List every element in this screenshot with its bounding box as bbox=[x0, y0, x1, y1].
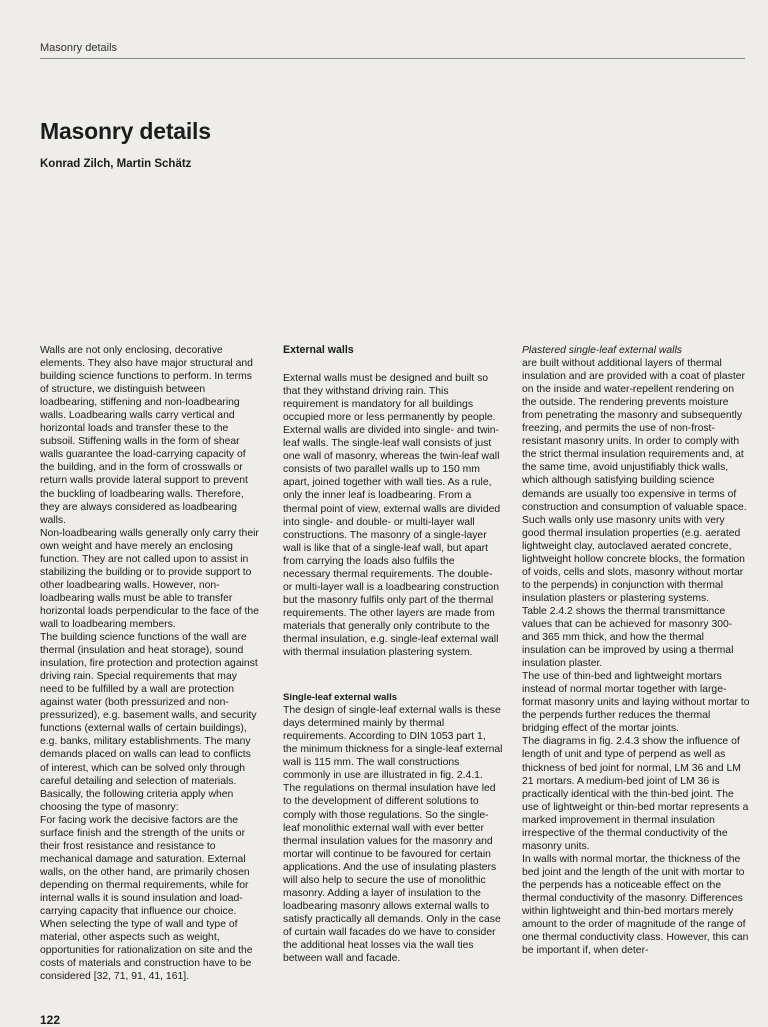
column-3 bbox=[522, 344, 750, 957]
authors: Konrad Zilch, Martin Schätz bbox=[40, 158, 192, 170]
paragraph: Basically, the following criteria apply when choosing the type of masonry: bbox=[40, 788, 234, 813]
spacer bbox=[283, 357, 503, 372]
paragraph: are built without additional layers of thermal insulation and are provided with a coat of plaster on the inside and water-repellent rendering on the outside. The rendering prevents moisture from penetrating the masonry and subsequently freezing, and permits the use of non-frost-resistant masonry units. In order to comply with the strict thermal insulation requirements and, at the same time, avoid unjustifiably thick walls, which although satisfying building science demands are usually too expensive in terms of construction and consumption of valuable space. Such walls only use masonry units with very good thermal insulation properties (e.g. aerated lightweight clay, autoclaved aerated concrete, lightweight hollow concrete blocks, the formation of voids, cells and slots, masonry without mortar to the perpends) in conjunction with thermal insulation plasters or plastering systems. bbox=[522, 358, 747, 604]
spacer bbox=[283, 659, 503, 691]
column-1 bbox=[40, 344, 260, 983]
running-head: Masonry details bbox=[40, 42, 118, 54]
column-2 bbox=[283, 344, 503, 965]
subsection-heading: Single-leaf external walls bbox=[283, 692, 398, 704]
paragraph: The use of thin-bed and lightweight mortars instead of normal mortar together with large-format masonry units and laying without mortar to the perpends further reduces the thermal bridging effect of the mortar joints. bbox=[522, 671, 750, 735]
paragraph: The building science functions of the wall are thermal (insulation and heat storage), sound insulation, fire protection and protection against driving rain. Special requirements that may need to be fulfilled by a wall are protection against water (both pressurized and non-pressurized), e.g. basement walls, and security functions (external walls of certain buildings), e.g. banks, military establishments. The many demands placed on walls can lead to conflicts of interest, which can be solved only through careful detailing and selection of materials. bbox=[40, 632, 258, 787]
paragraph: Walls are not only enclosing, decorative elements. They also have major structural and building science functions to perform. In terms of structure, we distinguish between loadbearing, stiffening and non-loadbearing walls. Loadbearing walls carry vertical and horizontal loads and transfer these to the subsoil. Stiffening walls in the form of shear walls guarantee the load-carrying capacity of the building, and in the form of crosswalls or return walls provide lateral support to prevent the buckling of loadbearing walls. Therefore, they are always considered as loadbearing walls. bbox=[40, 345, 253, 526]
header-rule bbox=[40, 58, 745, 59]
page-number: 122 bbox=[40, 1013, 61, 1027]
paragraph: External walls must be designed and built so that they withstand driving rain. This requirement is mandatory for all buildings occupied more or less permanently by people. External walls are divided into single- and twin-leaf walls. The single-leaf wall consists of just one wall of masonry, whereas the twin-leaf wall consists of two parallel walls up to 150 mm apart, joined together with wall ties. As a rule, only the inner leaf is loadbearing. From a thermal point of view, external walls are divided into single- and double- or multi-layer wall constructions. The masonry of a single-layer wall is like that of a single-leaf wall, but apart from carrying the loads also fulfils the necessary thermal requirements. The double- or multi-layer wall is a loadbearing construction but the masonry fulfils only part of the thermal requirements. The other layers are made from materials that generally only contribute to the thermal insulation, e.g. single-leaf external wall with thermal insulation plastering system. bbox=[283, 373, 501, 659]
italic-heading: Plastered single-leaf external walls bbox=[522, 345, 682, 356]
paragraph: The diagrams in fig. 2.4.3 show the influence of length of unit and type of perpend as well as thickness of bed joint for normal, LM 36 and LM 21 mortars. A medium-bed joint of LM 36 is practically identical with the thin-bed joint. The use of lightweight or thin-bed mortar represents a marked improvement in thermal insulation irrespective of the thermal conductivity of the masonry units. bbox=[522, 736, 749, 852]
paragraph: In walls with normal mortar, the thickness of the bed joint and the length of the unit with mortar to the perpends has a noticeable effect on the thermal conductivity of the masonry. Differences within lightweight and thin-bed mortars merely amount to the order of magnitude of the range of one thermal conductivity class. However, this can be important if, when deter- bbox=[522, 853, 749, 957]
page-title: Masonry details bbox=[40, 118, 211, 144]
paragraph: The design of single-leaf external walls is these days determined mainly by thermal requirements. According to DIN 1053 part 1, the minimum thickness for a single-leaf external wall is 115 mm. The wall constructions commonly in use are illustrated in fig. 2.4.1. The regulations on thermal insulation have led to the development of different solutions to comply with those regulations. So the single-leaf monolithic external wall with ever better thermal insulation values for the masonry and mortar will continue to be favoured for certain applications. And the use of insulating plasters will also help to secure the use of monolithic masonry. Adding a layer of insulation to the loadbearing masonry allows external walls to satisfy practically all demands. Only in the case of curtain wall facades do we have to consider the additional heat losses via the wall ties between wall and facade. bbox=[283, 705, 503, 965]
paragraph: For facing work the decisive factors are the surface finish and the strength of the units or their frost resistance and resistance to mechanical damage and saturation. External walls, on the other hand, are primarily chosen depending on thermal requirements, while for internal walls it is sound insulation and load-carrying capacity that influence our choice. When selecting the type of wall and type of material, other aspects such as weight, opportunities for rationalization on site and the costs of materials and construction have to be considered [32, 71, 91, 41, 161]. bbox=[40, 814, 253, 983]
paragraph: Non-loadbearing walls generally only carry their own weight and have merely an enclosing function. They are not called upon to assist in stabilizing the building or to provide support to other loadbearing walls. However, non-loadbearing walls must be able to transfer horizontal loads perpendicular to the face of the wall to loadbearing members. bbox=[40, 527, 259, 630]
paragraph: Table 2.4.2 shows the thermal transmittance values that can be achieved for masonry 300- and 365 mm thick, and how the thermal insulation can be improved by using a thermal insulation plaster. bbox=[522, 605, 734, 670]
section-heading: External walls bbox=[283, 344, 354, 356]
